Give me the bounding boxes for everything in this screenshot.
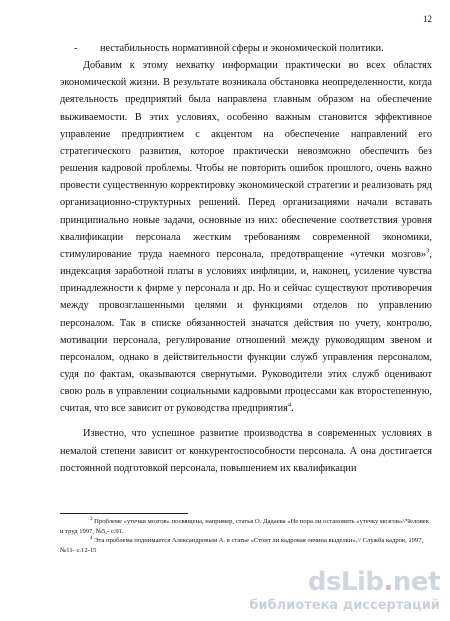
logo-main-text: dsLib: [307, 567, 384, 597]
paragraph-2: Известно, что успешное развитие производства в современных условиях в немалой степени зависит от конкурентоспособности персонала. А она достигается постоянной подготовкой персонала, повышением их квалификации: [60, 428, 432, 474]
footnote-marker: 3: [90, 516, 93, 522]
footnote-text: Эта проблема поднимается Александровым А. в статье «Стоит ли кадровая овчина выделки».// Служба кадров, 1997, №11- с.12-15: [60, 537, 424, 554]
footnote-3: [60, 517, 432, 536]
bullet-item: [60, 40, 432, 57]
bullet-marker: -: [74, 43, 78, 54]
footnote-divider: [60, 513, 188, 514]
body-text: [60, 40, 432, 477]
footnote-ref-3[interactable]: 3: [426, 247, 430, 255]
paragraph-1-text-a: Добавим к этому нехватку информации практически во всех областях экономической жизни. В результате возникала обстановка неопределенности, когда деятельность предприятий была направлена главным образом на обеспечение выживаемости. В этих условиях, особенно важным становится эффективное управление предприятием с акцентом на обеспечение направлений его стратегического развития, которое практически невозможно обеспечить без решения кадровой проблемы. Чтобы не повторить ошибок прошлого, очень важно провести существенную корректировку экономической стратегии и реализовать ряд организационно-структурных решений. Перед организациями начали вставать принципиально новые задачи, основные из них: обеспечение соответствия уровня квалификации персонала жестким требованиям современной экономики, стимулирование труда наемного персонала, предотвращение «утечки мозгов»: [60, 60, 432, 260]
footnote-ref-4[interactable]: 4: [287, 401, 292, 409]
footnote-text: Проблеме «утечки мозгов» посвящена, например, статья О. Дадаева «Не пора ли остановить «утечку мозгов»//Человек и труд 1997, №5,- с.91.: [60, 518, 429, 535]
logo-tld-text: net: [392, 567, 440, 597]
paragraph-1-text-c: .: [291, 403, 294, 415]
watermark-subtitle: библиотека диссертаций: [249, 598, 440, 613]
footnotes: [60, 517, 432, 555]
dslib-logo: [249, 568, 440, 596]
paragraph-1: [60, 57, 432, 417]
dslib-watermark: [249, 568, 440, 613]
bullet-text: нестабильность нормативной сферы и экономической политики.: [100, 43, 384, 54]
logo-dot: .: [383, 567, 393, 597]
footnote-marker: 4: [90, 535, 93, 541]
footnote-4: [60, 536, 432, 555]
page-number: 12: [423, 14, 432, 24]
paragraph-1-text-b: , индексация заработной платы в условиях инфляции, и, наконец, усиление чувства принадлежности к фирме у персонала и др. Но и сейчас существуют противоречия между провозглашенными целями и функциями отделов по управлению персоналом. Так в списке обязанностей значатся действия по учету, контролю, мотивации персонала, регулирование отношений между руководящим звеном и персоналом, однако в действительности функции служб управления персоналом, судя по фактам, оказываются свернутыми. Руководители этих служб оценивают свою роль в управлении социальными кадровыми процессами как второстепенную, считая, что все зависит от руководства предприятия: [60, 248, 432, 415]
